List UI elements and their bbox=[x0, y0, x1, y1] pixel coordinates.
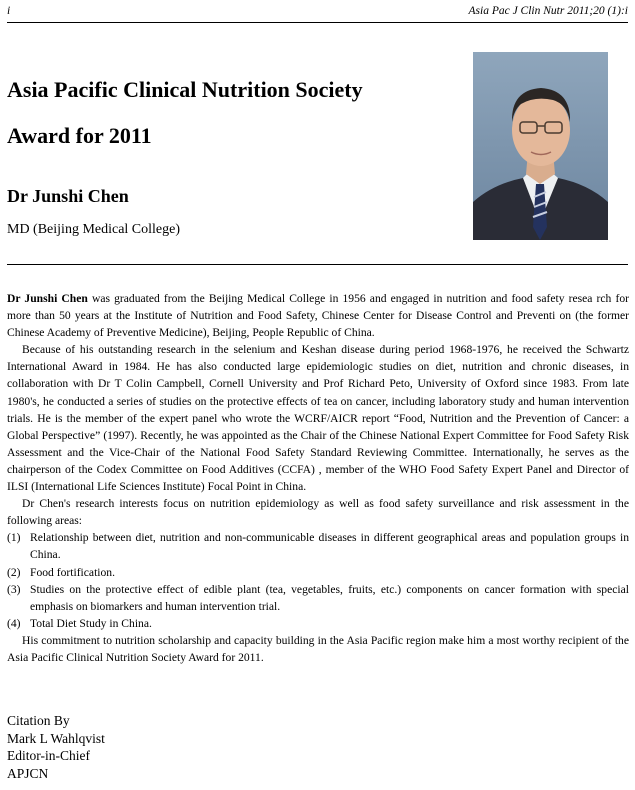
closing-paragraph: His commitment to nutrition scholarship and capacity building in the Asia Pacific region make him a most worthy recipient of the Asia Pacific Clinical Nutrition Society Award for 2011. bbox=[7, 633, 629, 664]
intro-paragraph bbox=[7, 290, 629, 341]
citation-role: Editor-in-Chief bbox=[7, 748, 90, 763]
citation-label: Citation By bbox=[7, 713, 70, 728]
award-title-line-2: Award for 2011 bbox=[7, 123, 152, 148]
list-item bbox=[7, 529, 629, 563]
list-number: (3) bbox=[7, 582, 21, 596]
page-number: i bbox=[7, 5, 11, 17]
citation-block bbox=[7, 712, 105, 782]
awardee-name: Dr Junshi Chen bbox=[7, 186, 129, 206]
portrait-photo bbox=[473, 52, 608, 240]
intro-name: Dr Junshi Chen bbox=[7, 292, 88, 305]
research-paragraph: Because of his outstanding research in the selenium and Keshan disease during period 1968-1976, he received the Schwartz International Award in 1984. He has also conducted large epidemiologic studies on diet, nutrition and chronic diseases, in collaboration with Dr T Colin Campbell, Cornell University and Prof Richard Peto, University of Oxford since 1983. From late 1980's, he conducted a series of studies on the protective effects of tea on cancer, including laboratory study and human intervention trials. He is the member of the expert panel who wrote the WCRF/AICR report “Food, Nutrition and the Prevention of Cancer: a Global Perspective” (1997). Recently, he was appointed as the Chair of the Chinese National Expert Committee for Food Safety Risk Assessment and the Vice-Chair of the National Food Safety Standard Reviewing Committee. Internationally, he serves as the chairperson of the Codex Committee on Food Additives (CCFA) , member of the WHO Food Safety Expert Panel and Director of ILSI (International Life Sciences Institute) Focal Point in China. bbox=[7, 343, 629, 494]
section-rule bbox=[7, 264, 628, 265]
running-header bbox=[7, 3, 628, 21]
list-text: Relationship between diet, nutrition and non-communicable diseases in different geographical areas and population groups in China. bbox=[30, 531, 629, 562]
list-number: (1) bbox=[7, 531, 21, 545]
intro-text: was graduated from the Beijing Medical College in 1956 and engaged in nutrition and food safety resea rch for more than 50 years at the Institute of Nutrition and Food Safety, Chinese Center for Disease Control and Preventi on (the former Chinese Academy of Preventive Medicine), Beijing, People Republic of China. bbox=[7, 292, 629, 340]
list-text: Total Diet Study in China. bbox=[30, 616, 152, 630]
interests-paragraph: Dr Chen's research interests focus on nutrition epidemiology as well as food safety surveillance and risk assessment in the following areas: bbox=[7, 497, 629, 528]
list-number: (2) bbox=[7, 565, 21, 579]
article-body bbox=[7, 290, 629, 666]
portrait-photo-icon bbox=[473, 52, 608, 240]
journal-reference: Asia Pac J Clin Nutr 2011;20 (1):i bbox=[468, 5, 628, 17]
list-item bbox=[7, 564, 629, 581]
citation-author: Mark L Wahlqvist bbox=[7, 730, 105, 746]
list-text: Food fortification. bbox=[30, 565, 116, 579]
header-rule bbox=[7, 22, 628, 23]
award-title bbox=[7, 67, 447, 159]
list-item bbox=[7, 581, 629, 615]
list-number: (4) bbox=[7, 616, 21, 630]
citation-journal: APJCN bbox=[7, 765, 49, 781]
research-areas-list bbox=[7, 529, 629, 632]
list-text: Studies on the protective effect of edible plant (tea, vegetables, fruits, etc.) components on cancer formation with special emphasis on biomarkers and human intervention trial. bbox=[30, 582, 629, 613]
award-title-line-1: Asia Pacific Clinical Nutrition Society bbox=[7, 77, 363, 102]
awardee-degree: MD (Beijing Medical College) bbox=[7, 222, 181, 237]
list-item bbox=[7, 615, 629, 632]
